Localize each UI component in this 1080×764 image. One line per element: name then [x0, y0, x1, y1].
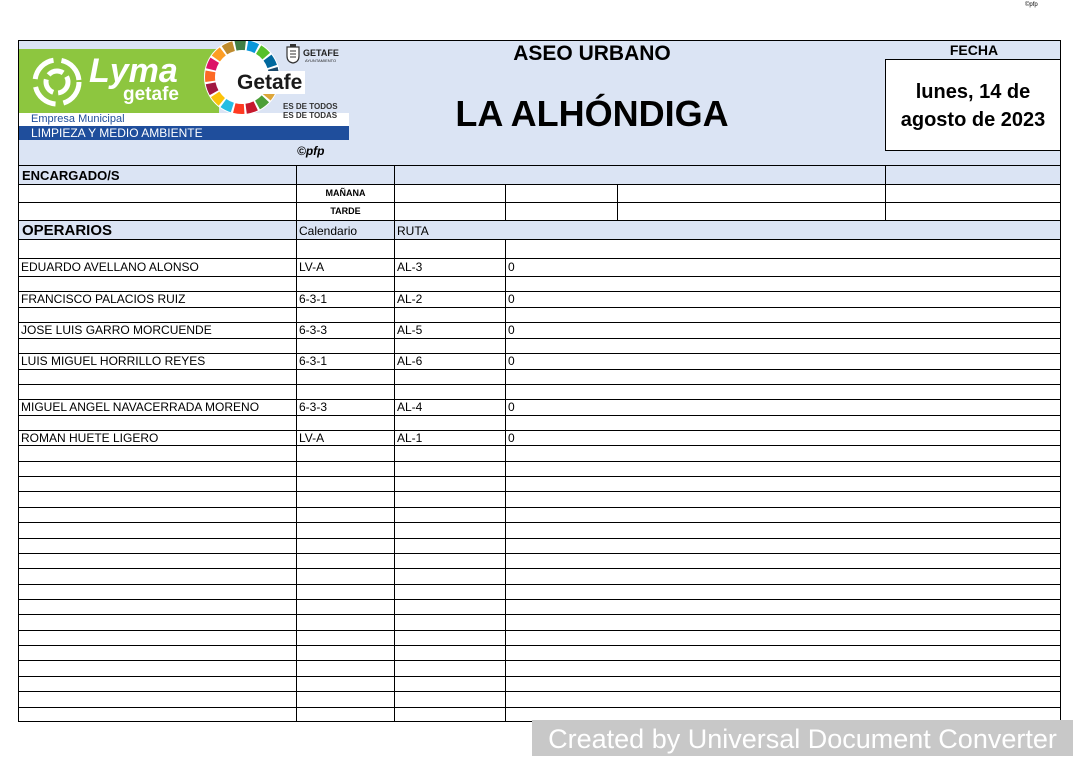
slogan-line1: ES DE TODOS — [283, 102, 338, 111]
supervisors-label: ENCARGADO/S — [22, 168, 120, 183]
watermark-text: Created by Universal Document Converter — [548, 724, 1057, 754]
operator-calendar: LV-A — [299, 431, 325, 445]
company-tag: Empresa Municipal — [31, 113, 125, 125]
location-title: LA ALHÓNDIGA — [455, 93, 729, 134]
operator-name: LUIS MIGUEL HORRILLO REYES — [21, 354, 206, 368]
top-mark: ©pfp — [1025, 2, 1038, 8]
operator-route: AL-3 — [397, 260, 423, 274]
operator-route: AL-1 — [397, 431, 423, 445]
page-title: ASEO URBANO — [513, 42, 671, 65]
operator-value: 0 — [508, 400, 515, 414]
operator-calendar: 6-3-1 — [299, 292, 328, 306]
calendar-header: Calendario — [299, 224, 358, 238]
route-header: RUTA — [397, 224, 429, 238]
operator-calendar: 6-3-3 — [299, 400, 328, 414]
afternoon-label: TARDE — [330, 206, 361, 216]
operator-calendar: 6-3-3 — [299, 323, 328, 337]
operator-value: 0 — [508, 292, 515, 306]
watermark — [532, 720, 1073, 756]
operator-value: 0 — [508, 354, 515, 368]
copyright: ©pfp — [297, 144, 325, 158]
operator-name: JOSE LUIS GARRO MORCUENDE — [21, 323, 212, 337]
brand-sub: getafe — [123, 84, 179, 105]
operator-name: FRANCISCO PALACIOS RUIZ — [21, 292, 186, 306]
date-line1: lunes, 14 de — [915, 81, 1031, 103]
date-line2: agosto de 2023 — [900, 109, 1046, 131]
operator-route: AL-4 — [397, 400, 423, 414]
operator-name: MIGUEL ANGEL NAVACERRADA MORENO — [21, 400, 260, 414]
operator-route: AL-5 — [397, 323, 423, 337]
council-sub: AYUNTAMIENTO — [305, 58, 337, 63]
operator-value: 0 — [508, 431, 515, 445]
morning-label: MAÑANA — [325, 188, 366, 198]
operator-calendar: LV-A — [299, 260, 325, 274]
sheet-frame — [18, 40, 1061, 722]
brand-main: Lyma — [89, 52, 178, 90]
company-sub: LIMPIEZA Y MEDIO AMBIENTE — [31, 126, 203, 140]
operator-calendar: 6-3-1 — [299, 354, 328, 368]
operator-name: ROMAN HUETE LIGERO — [21, 431, 159, 445]
operators-label: OPERARIOS — [22, 222, 113, 239]
operator-value: 0 — [508, 323, 515, 337]
operator-route: AL-6 — [397, 354, 423, 368]
operator-name: EDUARDO AVELLANO ALONSO — [21, 260, 199, 274]
council-name: GETAFE — [303, 48, 339, 58]
city-name: Getafe — [234, 71, 305, 94]
operator-route: AL-2 — [397, 292, 423, 306]
date-label: FECHA — [949, 42, 999, 58]
slogan-line2: ES DE TODAS — [283, 111, 338, 120]
operator-value: 0 — [508, 260, 515, 274]
